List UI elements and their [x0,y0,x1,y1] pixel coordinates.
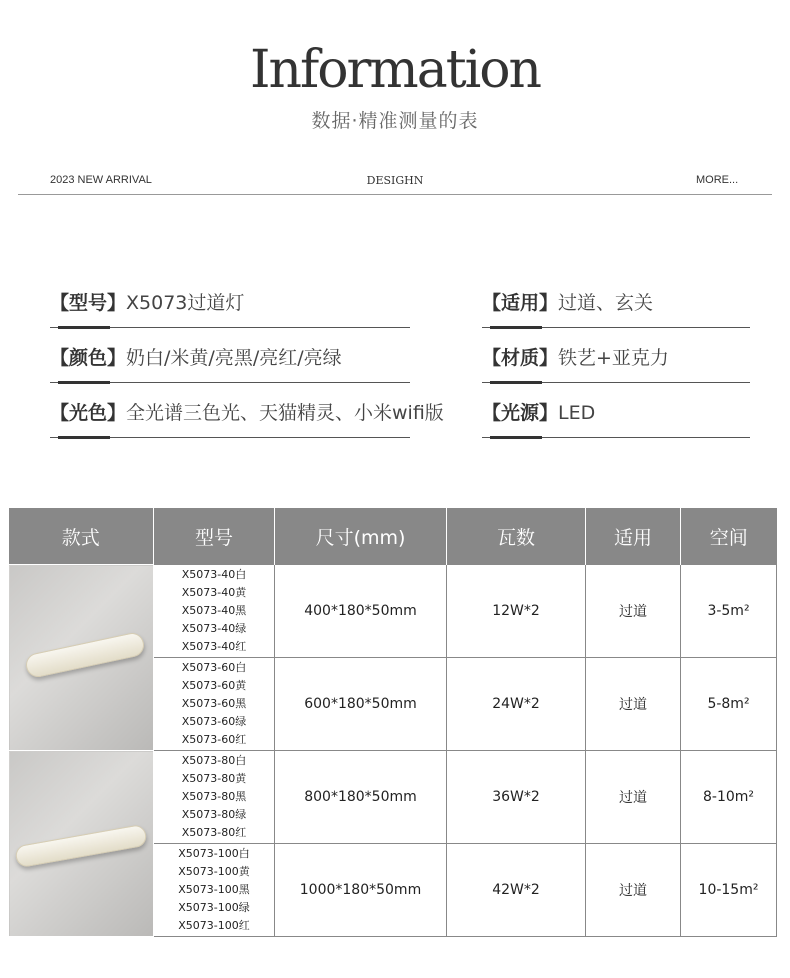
lamp-image [24,631,146,679]
spec-underline-mark [58,381,110,384]
table-header-row [9,508,777,565]
model-code: X5073-60黄 [181,679,247,692]
use-cell: 过道 [586,751,681,844]
model-code: X5073-60绿 [181,715,247,728]
model-code: X5073-60红 [181,733,247,746]
model-code: X5073-80红 [181,826,247,839]
wattage-cell: 12W*2 [447,565,586,658]
column-header-use: 适用 [586,508,681,565]
spec-underline-mark [490,326,542,329]
spec-label: 【颜色】 [50,347,127,369]
spec-underline-mark [490,436,542,439]
model-code: X5073-100黑 [178,883,250,896]
column-header-style: 款式 [9,508,154,565]
spec-model [50,284,410,339]
size-cell: 1000*180*50mm [275,844,447,937]
model-code: X5073-100红 [178,919,250,932]
space-cell: 8-10m² [681,751,777,844]
model-code: X5073-80绿 [181,808,247,821]
space-cell: 5-8m² [681,658,777,751]
spec-material [482,339,750,394]
lamp-image [14,824,148,869]
use-cell: 过道 [586,565,681,658]
model-code: X5073-40白 [181,568,247,581]
product-spec-table [8,508,777,937]
spec-value: 过道、玄关 [558,292,654,314]
model-code: X5073-40绿 [181,622,247,635]
spec-underline-mark [58,326,110,329]
more-link[interactable]: MORE... [696,174,739,186]
model-list [154,751,275,844]
space-cell: 3-5m² [681,565,777,658]
table-row [9,565,777,658]
table-row [9,751,777,844]
spec-color [50,339,410,394]
wattage-cell: 42W*2 [447,844,586,937]
spec-label: 【适用】 [482,292,559,314]
model-code: X5073-40黑 [181,604,247,617]
space-cell: 10-15m² [681,844,777,937]
spec-label: 【材质】 [482,347,559,369]
column-header-space: 空间 [681,508,777,565]
spec-value: X5073过道灯 [126,292,245,314]
size-cell: 600*180*50mm [275,658,447,751]
spec-underline-mark [490,381,542,384]
model-code: X5073-100绿 [178,901,250,914]
strip-center-text: DESIGHN [366,174,424,187]
page-title: Information [249,40,541,100]
model-code: X5073-100白 [178,847,250,860]
size-cell: 800*180*50mm [275,751,447,844]
spec-value: 铁艺+亚克力 [558,347,669,369]
spec-label: 【型号】 [50,292,127,314]
product-image-long [9,751,154,937]
column-header-size: 尺寸(mm) [275,508,447,565]
spec-value: LED [558,402,596,424]
model-code: X5073-40黄 [181,586,247,599]
use-cell: 过道 [586,844,681,937]
wattage-cell: 24W*2 [447,658,586,751]
model-code: X5073-100黄 [178,865,250,878]
product-image-short [9,565,154,751]
model-code: X5073-80黄 [181,772,247,785]
spec-use [482,284,750,339]
column-header-model: 型号 [154,508,275,565]
model-list [154,844,275,937]
model-list [154,658,275,751]
model-code: X5073-80白 [181,754,247,767]
size-cell: 400*180*50mm [275,565,447,658]
column-header-wattage: 瓦数 [447,508,586,565]
model-code: X5073-80黑 [181,790,247,803]
strip-left-text: 2023 NEW ARRIVAL [50,174,152,186]
spec-label: 【光源】 [482,402,559,424]
use-cell: 过道 [586,658,681,751]
wattage-cell: 36W*2 [447,751,586,844]
strip-divider [18,194,772,195]
model-code: X5073-60白 [181,661,247,674]
spec-value: 奶白/米黄/亮黑/亮红/亮绿 [126,347,342,369]
spec-label: 【光色】 [50,402,127,424]
model-list [154,565,275,658]
model-code: X5073-60黑 [181,697,247,710]
spec-light-color [50,394,444,449]
spec-light-source [482,394,750,449]
spec-underline-mark [58,436,110,439]
model-code: X5073-40红 [181,640,247,653]
page-subtitle: 数据·精准测量的表 [311,110,479,132]
spec-value: 全光谱三色光、天猫精灵、小米wifi版 [126,402,444,424]
